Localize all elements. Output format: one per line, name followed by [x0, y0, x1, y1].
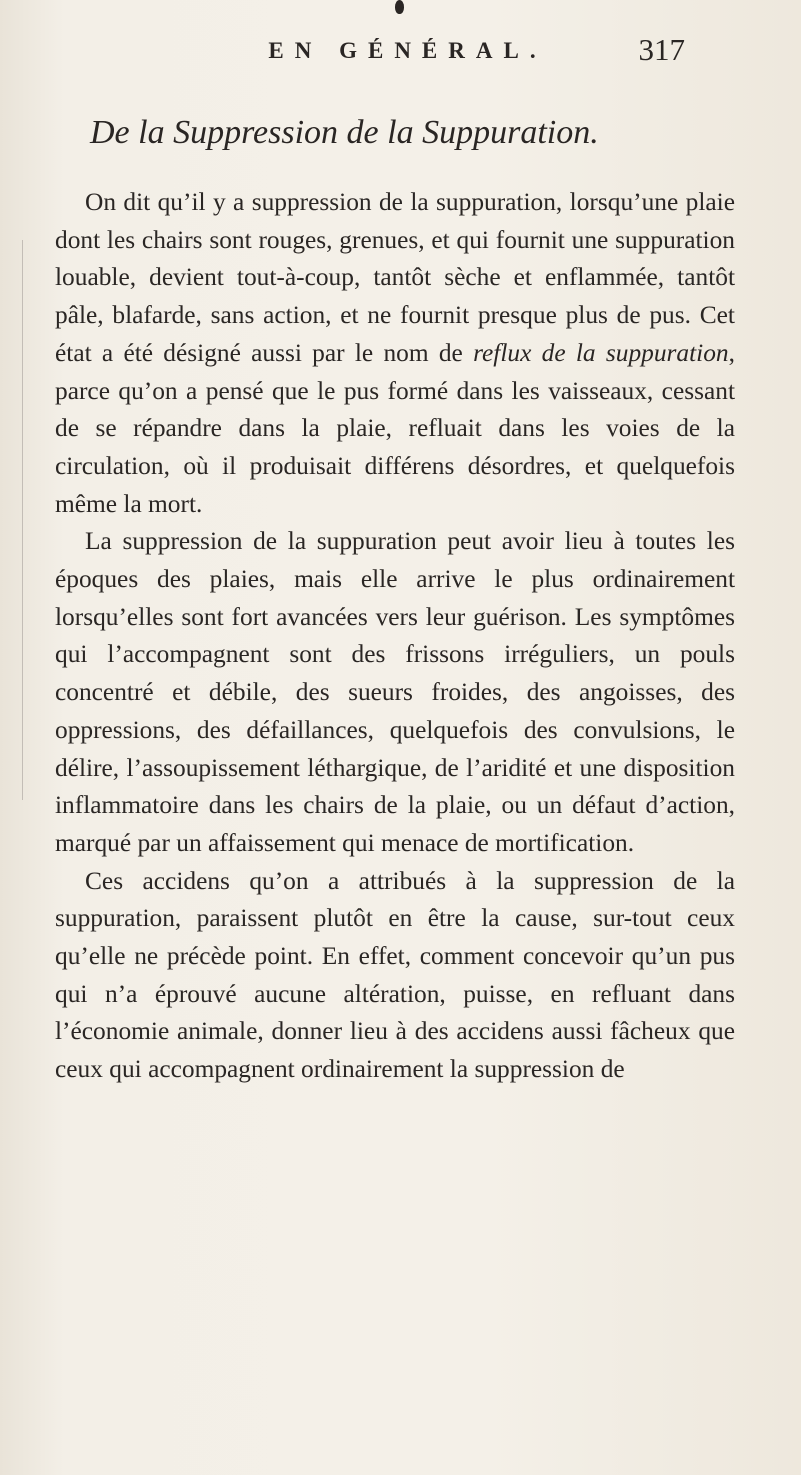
page-header	[130, 20, 685, 76]
body-text	[55, 184, 735, 1089]
gutter-shadow	[22, 240, 23, 800]
paragraph-3: Ces accidens qu’on a attribués à la suppression de la suppuration, paraissent plutôt en être la cause, sur-tout ceux qu’elle ne précède point. En effet, comment concevoir qu’un pus qui n’a éprouvé aucune altération, puisse, en refluant dans l’économie animale, donner lieu à des accidens aussi fâcheux que ceux qui accompagnent ordinairement la suppression de	[55, 866, 735, 1084]
paragraph-1	[55, 184, 735, 523]
paragraph-1-emphasis: reflux de la suppuration	[473, 338, 729, 367]
page-number: 317	[638, 32, 685, 67]
section-title: De la Suppression de la Suppuration.	[90, 114, 599, 151]
ink-blot	[395, 0, 404, 14]
running-head: EN GÉNÉRAL.	[268, 38, 547, 63]
paragraph-2: La suppression de la suppuration peut avoir lieu à toutes les époques des plaies, mais elle arrive le plus ordinairement lorsqu’elles sont fort avancées vers leur guérison. Les symptômes qui l’accompagnent sont des frissons irréguliers, un pouls concentré et débile, des sueurs froides, des angoisses, des oppressions, des défaillances, quelquefois des convulsions, le délire, l’assoupissement léthargique, de l’aridité et une disposition inflammatoire dans les chairs de la plaie, ou un défaut d’action, marqué par un affaissement qui menace de mortification.	[55, 527, 735, 857]
paragraph-1-text-before: On dit qu’il y a suppression de la suppuration, lorsqu’une plaie dont les chairs sont rouges, grenues, et qui fournit une suppuration louable, devient tout-à-coup, tantôt sèche et enflammée, tantôt pâle, blafarde, sans action, et ne fournit presque plus de pus. Cet état a été désigné aussi par le nom de	[55, 188, 735, 367]
paragraph-1-text-after: , parce qu’on a pensé que le pus formé dans les vaisseaux, cessant de se répandre dans la plaie, refluait dans les voies de la circulation, où il produisait différens désordres, et quelquefois même la mort.	[55, 338, 735, 518]
